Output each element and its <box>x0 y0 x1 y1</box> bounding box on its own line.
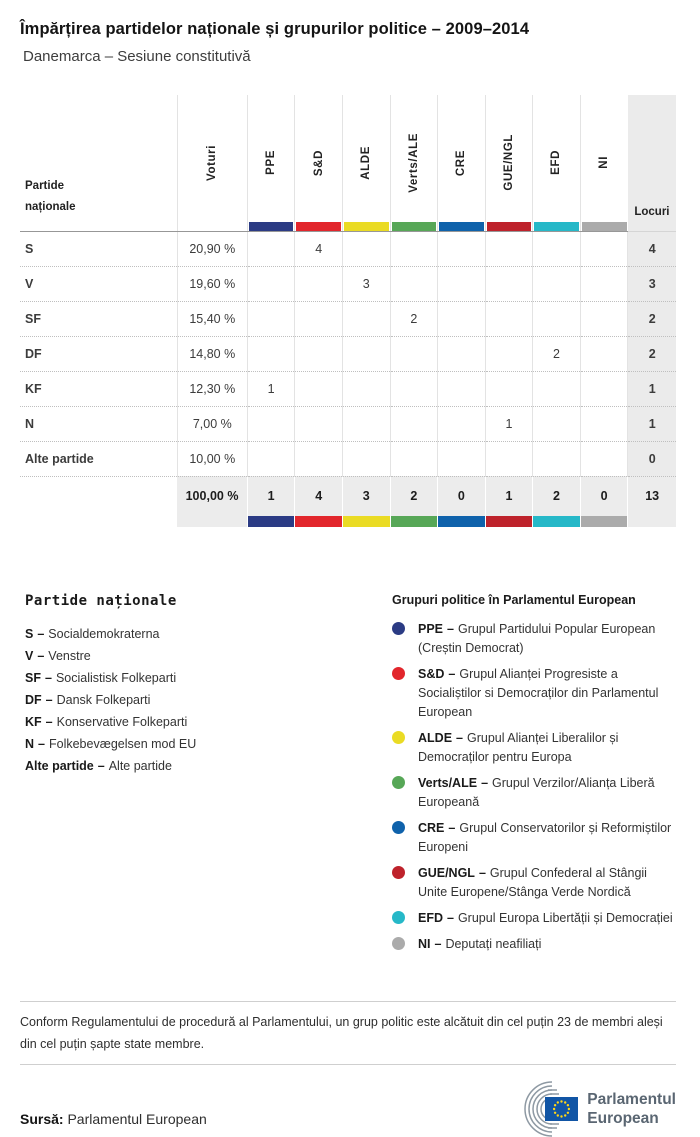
party-name: N <box>20 406 177 441</box>
total-group-cell: 3 <box>342 476 390 516</box>
group-seat-cell <box>485 301 533 336</box>
table-row <box>20 441 676 476</box>
party-name: S <box>20 231 177 266</box>
ep-logo-text: Parlamentul European <box>587 1091 676 1127</box>
table-row <box>20 301 676 336</box>
votes-cell: 14,80 % <box>177 336 247 371</box>
legend-item: EFD – Grupul Europa Libertății și Democrației <box>392 909 676 928</box>
legend-item: SF – Socialistisk Folkeparti <box>25 671 177 685</box>
legend-item: KF – Konservative Folkeparti <box>25 715 188 729</box>
group-seat-cell <box>485 266 533 301</box>
party-column-header <box>20 95 177 231</box>
group-seat-cell <box>390 441 438 476</box>
group-seat-cell <box>438 266 486 301</box>
group-seat-cell <box>485 371 533 406</box>
page-subtitle: Danemarca – Sesiune constitutivă <box>23 48 251 65</box>
group-seat-cell <box>342 301 390 336</box>
group-color-bar <box>580 516 628 527</box>
group-color-bar <box>438 516 486 527</box>
seats-total-cell: 0 <box>628 441 676 476</box>
group-color-dot <box>392 911 405 924</box>
group-color-bar <box>534 222 579 231</box>
group-seat-cell <box>342 231 390 266</box>
bar-empty-cell <box>20 516 177 527</box>
party-header-line1: Partide <box>25 179 64 192</box>
group-seat-cell <box>580 441 628 476</box>
group-color-bar <box>582 222 627 231</box>
votes-cell: 12,30 % <box>177 371 247 406</box>
group-seat-cell <box>247 406 295 441</box>
seats-total-cell: 1 <box>628 371 676 406</box>
total-group-cell: 2 <box>390 476 438 516</box>
legend-item: NI – Deputați neafiliați <box>392 935 676 954</box>
seats-total-cell: 1 <box>628 406 676 441</box>
group-seat-cell <box>342 336 390 371</box>
group-seat-cell <box>295 406 343 441</box>
political-groups-legend-title: Grupuri politice în Parlamentul European <box>392 593 636 607</box>
votes-cell: 10,00 % <box>177 441 247 476</box>
table-row <box>20 371 676 406</box>
group-column-header-ppe: PPE <box>247 95 295 231</box>
group-seat-cell <box>247 301 295 336</box>
total-votes-cell: 100,00 % <box>177 476 247 516</box>
group-color-dot <box>392 821 405 834</box>
national-parties-legend-title: Partide naționale <box>25 593 177 609</box>
group-color-bar <box>390 516 438 527</box>
group-seat-cell <box>533 301 581 336</box>
group-color-bar <box>485 516 533 527</box>
group-color-dot <box>392 622 405 635</box>
group-seat-cell <box>438 336 486 371</box>
total-group-cell: 1 <box>247 476 295 516</box>
group-column-header-efd: EFD <box>533 95 581 231</box>
group-seat-cell <box>580 371 628 406</box>
total-group-cell: 1 <box>485 476 533 516</box>
group-color-bar <box>439 222 484 231</box>
group-color-bar <box>247 516 295 527</box>
legend-item: Alte partide – Alte partide <box>25 759 172 773</box>
national-parties-legend <box>25 593 392 961</box>
page-title: Împărțirea partidelor naționale și grupurilor politice – 2009–2014 <box>20 20 530 38</box>
group-seat-cell <box>295 301 343 336</box>
total-group-cell: 0 <box>580 476 628 516</box>
group-seat-cell <box>342 406 390 441</box>
legend-item: S&D – Grupul Alianței Progresiste a Socialiștilor si Democraților din Parlamentul European <box>392 665 676 722</box>
footnote: Conform Regulamentului de procedură al Parlamentului, un grup politic este alcătuit din cel puțin 23 de membri aleși din cel puțin șapte state membre. <box>20 1015 663 1051</box>
total-group-cell: 4 <box>295 476 343 516</box>
group-seat-cell <box>580 336 628 371</box>
divider <box>20 1064 676 1065</box>
group-color-dot <box>392 731 405 744</box>
bar-fill-cell <box>628 516 676 527</box>
group-column-header-sd: S&D <box>295 95 343 231</box>
group-seat-cell <box>295 441 343 476</box>
table-header-row <box>20 95 676 231</box>
table-row <box>20 231 676 266</box>
table-row <box>20 266 676 301</box>
group-seat-cell <box>580 406 628 441</box>
legend-item: ALDE – Grupul Alianței Liberalilor și Democraților pentru Europa <box>392 729 676 767</box>
seats-total-cell: 2 <box>628 336 676 371</box>
group-seat-cell <box>438 406 486 441</box>
group-seat-cell <box>295 336 343 371</box>
party-name: V <box>20 266 177 301</box>
group-seat-cell <box>247 266 295 301</box>
group-seat-cell: 1 <box>247 371 295 406</box>
table-row <box>20 336 676 371</box>
group-color-bar <box>342 516 390 527</box>
group-seat-cell <box>247 336 295 371</box>
legend-item: DF – Dansk Folkeparti <box>25 693 151 707</box>
legend-item: PPE – Grupul Partidului Popular European (Creștin Democrat) <box>392 620 676 658</box>
group-column-header-ni: NI <box>580 95 628 231</box>
group-color-bar <box>487 222 532 231</box>
votes-column-header: Voturi <box>177 95 247 231</box>
group-seat-cell <box>438 441 486 476</box>
group-seat-cell <box>295 266 343 301</box>
legend-item: Verts/ALE – Grupul Verzilor/Alianța Liberă Europeană <box>392 774 676 812</box>
source-line <box>20 1111 207 1127</box>
party-name: KF <box>20 371 177 406</box>
group-color-bar <box>392 222 437 231</box>
votes-cell: 19,60 % <box>177 266 247 301</box>
table-total-row <box>20 476 676 516</box>
group-column-header-alde: ALDE <box>342 95 390 231</box>
votes-cell: 7,00 % <box>177 406 247 441</box>
legend-item: GUE/NGL – Grupul Confederal al Stângii Unite Europene/Stânga Verde Nordică <box>392 864 676 902</box>
group-seat-cell <box>295 371 343 406</box>
group-seat-cell <box>485 231 533 266</box>
group-color-bar <box>295 516 343 527</box>
table-bottom-color-bars <box>20 516 676 527</box>
party-name: Alte partide <box>20 441 177 476</box>
seats-total-cell: 2 <box>628 301 676 336</box>
group-color-bar <box>249 222 294 231</box>
group-seat-cell <box>580 301 628 336</box>
group-color-dot <box>392 866 405 879</box>
legends-section <box>25 593 676 961</box>
group-column-header-verts: Verts/ALE <box>390 95 438 231</box>
bar-fill-cell <box>177 516 247 527</box>
group-color-dot <box>392 776 405 789</box>
group-column-header-gue: GUE/NGL <box>485 95 533 231</box>
total-empty-cell <box>20 476 177 516</box>
party-header-line2: naționale <box>25 200 76 213</box>
group-color-bar <box>344 222 389 231</box>
group-seat-cell <box>438 301 486 336</box>
group-seat-cell <box>247 231 295 266</box>
political-groups-legend <box>392 593 676 961</box>
source-label: Sursă: <box>20 1111 64 1127</box>
group-seat-cell <box>390 336 438 371</box>
group-seat-cell <box>390 231 438 266</box>
group-seat-cell <box>533 231 581 266</box>
party-name: DF <box>20 336 177 371</box>
group-seat-cell <box>390 371 438 406</box>
legend-item: N – Folkebevægelsen mod EU <box>25 737 197 751</box>
total-group-cell: 2 <box>533 476 581 516</box>
group-seat-cell: 1 <box>485 406 533 441</box>
legend-item: S – Socialdemokraterna <box>25 627 160 641</box>
group-color-dot <box>392 937 405 950</box>
group-seat-cell <box>390 406 438 441</box>
group-seat-cell <box>438 231 486 266</box>
group-seat-cell <box>533 441 581 476</box>
footer <box>20 1081 676 1137</box>
total-seats-cell: 13 <box>628 476 676 516</box>
group-seat-cell: 3 <box>342 266 390 301</box>
group-color-dot <box>392 667 405 680</box>
table-row <box>20 406 676 441</box>
group-color-bar <box>533 516 581 527</box>
group-seat-cell: 2 <box>533 336 581 371</box>
legend-item: CRE – Grupul Conservatorilor și Reformiștilor Europeni <box>392 819 676 857</box>
seats-column-header: Locuri <box>628 95 676 231</box>
seats-total-cell: 3 <box>628 266 676 301</box>
seats-total-cell: 4 <box>628 231 676 266</box>
seats-table <box>20 95 676 527</box>
group-seat-cell <box>390 266 438 301</box>
group-seat-cell <box>342 441 390 476</box>
group-column-header-cre: CRE <box>438 95 486 231</box>
group-seat-cell: 2 <box>390 301 438 336</box>
votes-cell: 15,40 % <box>177 301 247 336</box>
votes-cell: 20,90 % <box>177 231 247 266</box>
party-name: SF <box>20 301 177 336</box>
group-seat-cell <box>533 266 581 301</box>
ep-hemicycle-icon <box>505 1081 579 1137</box>
legend-item: V – Venstre <box>25 649 91 663</box>
group-seat-cell <box>485 441 533 476</box>
group-seat-cell <box>438 371 486 406</box>
european-parliament-logo <box>505 1081 676 1137</box>
group-seat-cell <box>342 371 390 406</box>
group-seat-cell <box>485 336 533 371</box>
group-seat-cell <box>533 406 581 441</box>
total-group-cell: 0 <box>438 476 486 516</box>
source-value: Parlamentul European <box>67 1111 207 1127</box>
group-seat-cell <box>580 231 628 266</box>
group-seat-cell <box>533 371 581 406</box>
group-seat-cell: 4 <box>295 231 343 266</box>
group-seat-cell <box>247 441 295 476</box>
group-color-bar <box>296 222 341 231</box>
group-seat-cell <box>580 266 628 301</box>
